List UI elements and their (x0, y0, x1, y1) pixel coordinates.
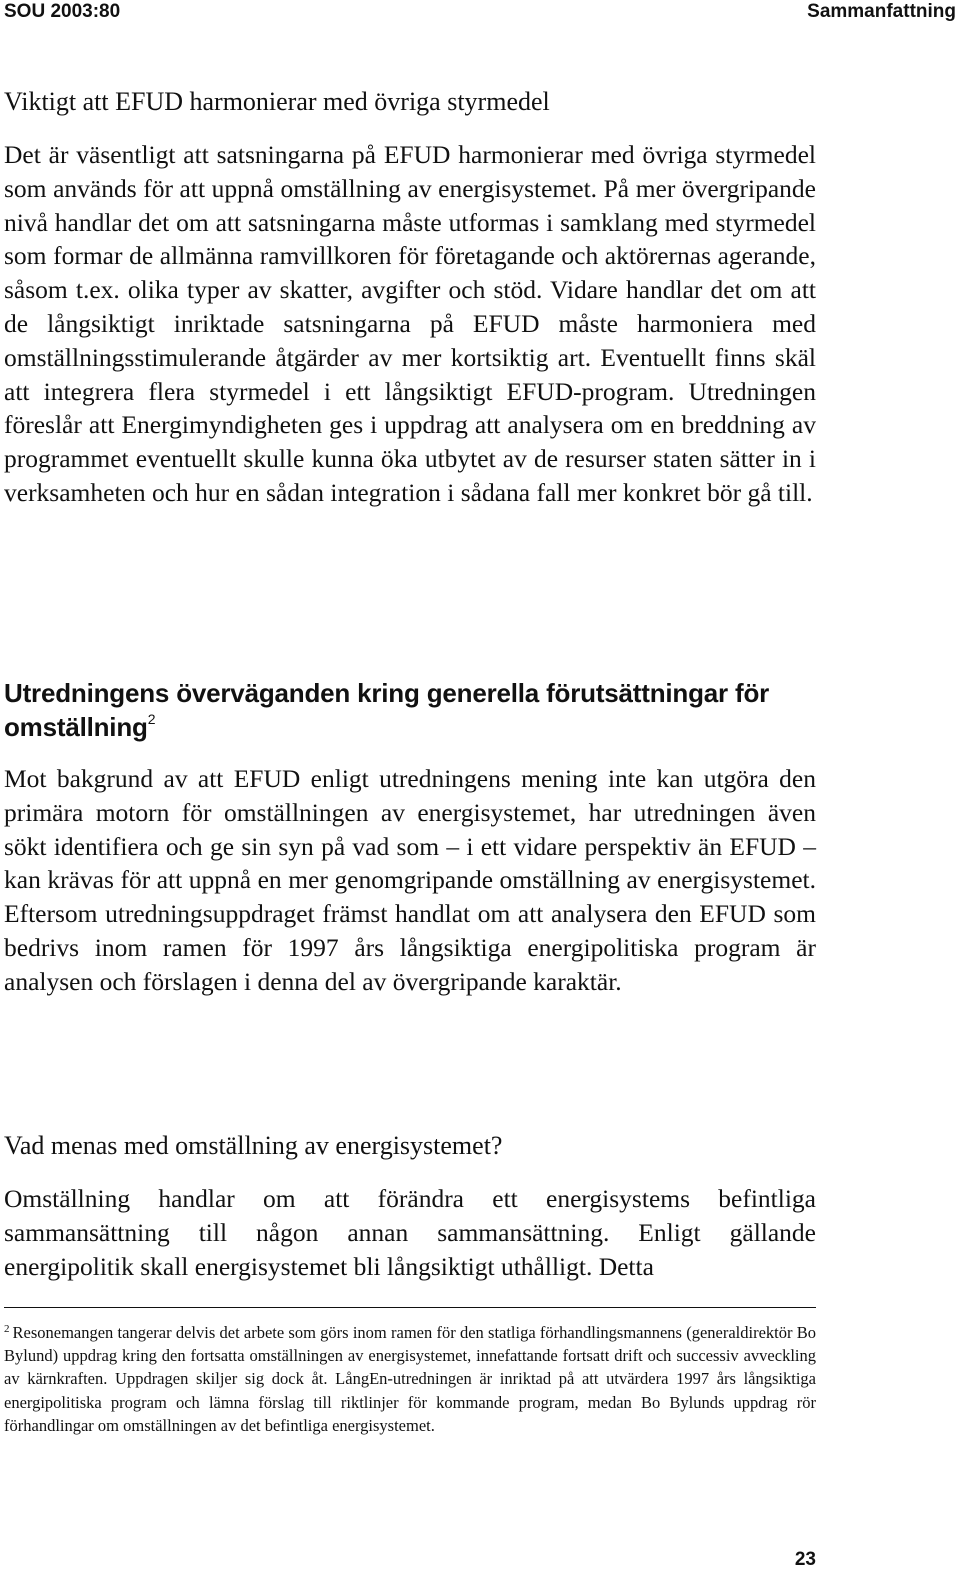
footnote-block (4, 1321, 816, 1437)
section-heading: Vad menas med omställning av energisystemet? (4, 1131, 503, 1160)
footnote-separator (4, 1307, 816, 1308)
page-number: 23 (794, 1549, 816, 1570)
running-head-document-id: SOU 2003:80 (4, 1, 121, 22)
footnote (4, 1321, 816, 1437)
section-paragraph: Omställning handlar om att förändra ett energisystems befintliga sammansättning till någon annan sammansättning. Enligt gällande energipolitik skall energisystemet bli långsiktigt uthålligt. Detta (4, 1184, 816, 1281)
section-heading-text: Utredningens överväganden kring generella förutsättningar för omställning (4, 678, 770, 742)
section-paragraph: Mot bakgrund av att EFUD enligt utredningens mening inte kan utgöra den primära motorn för omställningen av energisystemet, har utredningen även sökt identifiera och ge sin syn på vad som – i ett vidare perspektiv än EFUD – kan krävas för att uppnå en mer genomgripande omställning av energisystemet. Eftersom utredningsuppdraget främst handlat om att analysera den EFUD som bedrivs inom ramen för 1997 års långsiktiga energipolitiska program är analysen och förslagen i denna del av övergripande karaktär. (4, 764, 816, 996)
running-head-section: Sammanfattning (807, 1, 956, 22)
section-heading (4, 676, 816, 744)
section-heading: Viktigt att EFUD harmonierar med övriga styrmedel (4, 87, 550, 116)
footnote-text: Resonemangen tangerar delvis det arbete som görs inom ramen för den statliga förhandlingsmannens (generaldirektör Bo Bylund) uppdrag kring den fortsatta omställningen av energisystemet, innefattande fortsatt drift och successiv avveckling av kärnkraften. Uppdragen skiljer sig dock åt. LångEn-utredningen är inriktad på att utvärdera 1997 års långsiktiga energipolitiska program och lämna förslag till riktlinjer för kommande program, medan Bo Bylunds uppdrag rör förhandlingar om omställningen av det befintliga energisystemet. (4, 1323, 816, 1435)
section-general-conditions (4, 676, 816, 999)
section-transition-meaning (4, 1130, 816, 1283)
section-paragraph: Det är väsentligt att satsningarna på EFUD harmonierar med övriga styrmedel som används för att uppnå omställning av energisystemet. På mer övergripande nivå handlar det om att satsningarna måste utformas i samklang med styrmedel som formar de allmänna ramvillkoren för företagande och aktörernas agerande, såsom t.ex. olika typer av skatter, avgifter och stöd. Vidare handlar det om att de långsiktigt inriktade satsningarna på EFUD måste harmoniera med omställningsstimulerande åtgärder av mer kortsiktig art. Eventuellt finns skäl att integrera flera styrmedel i ett långsiktigt EFUD-program. Utredningen föreslår att Energimyndigheten ges i uppdrag att analysera om en breddning av programmet eventuellt skulle kunna öka utbytet av de resurser staten sätter in i verksamheten och hur en sådan integration i sådana fall mer konkret bör gå till. (4, 140, 816, 507)
footnote-number: 2 (4, 1323, 10, 1335)
footnote-reference: 2 (147, 711, 156, 727)
section-efud-harmony (4, 86, 816, 510)
